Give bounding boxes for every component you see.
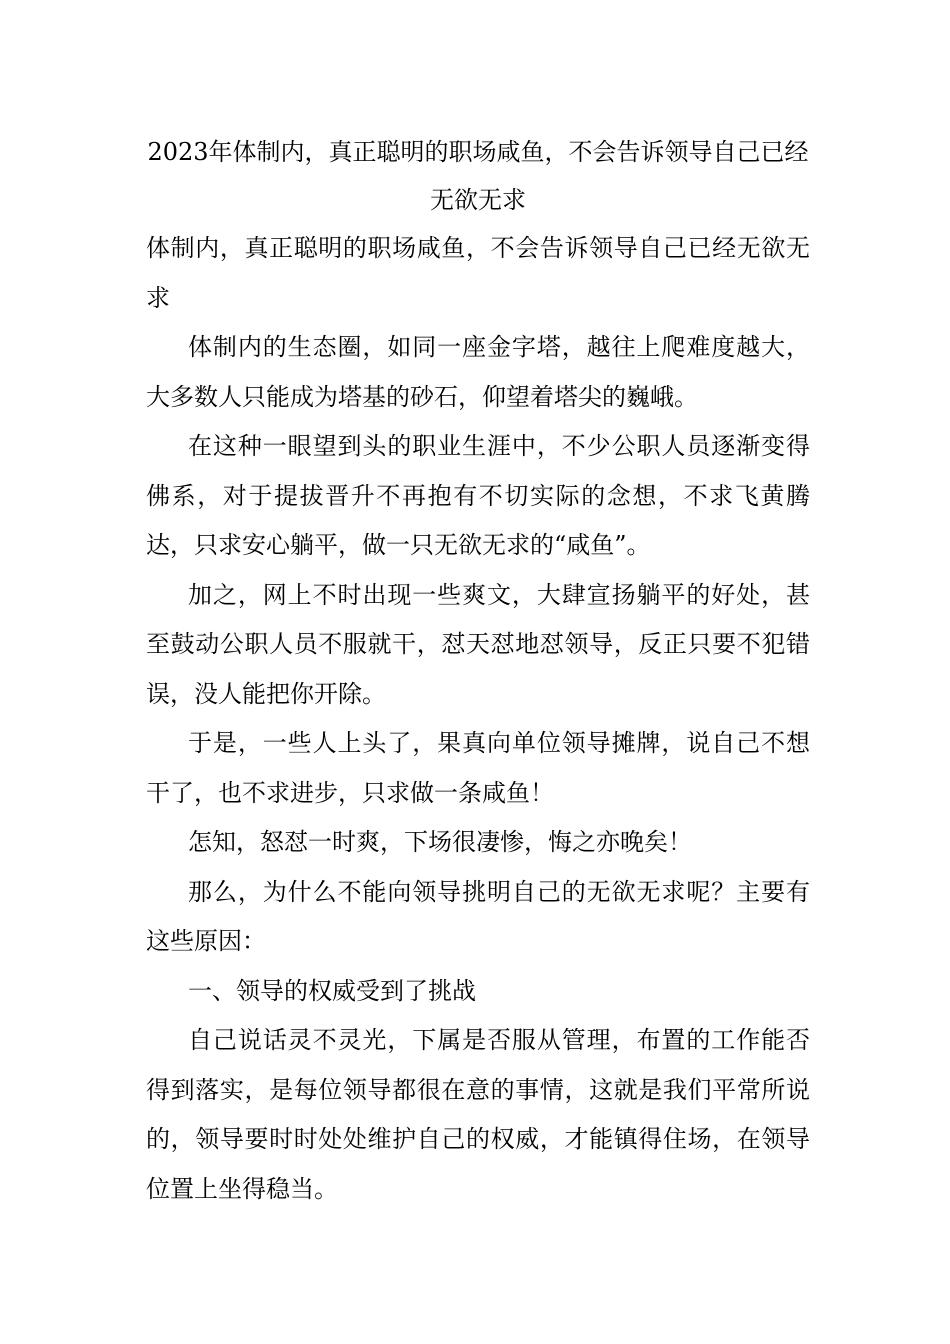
document-body <box>146 128 810 1214</box>
section-heading: 一、领导的权威受到了挑战 <box>188 976 476 1005</box>
document-title: 2023年体制内，真正聪明的职场咸鱼，不会告诉领导自己已经无欲无求 <box>147 138 809 214</box>
body-paragraph: 于是，一些人上头了，果真向单位领导摊牌，说自己不想干了，也不求进步，只求做一条咸鱼！ <box>146 729 810 807</box>
body-paragraph: 怎知，怒怼一时爽，下场很凄惨，悔之亦晚矣！ <box>188 828 692 856</box>
body-paragraph: 加之，网上不时出现一些爽文，大肆宣扬躺平的好处，甚至鼓动公职人员不服就干，怼天怼地怼领导，反正只要不犯错误，没人能把你开除。 <box>146 580 810 708</box>
subtitle-paragraph: 体制内，真正聪明的职场咸鱼，不会告诉领导自己已经无欲无求 <box>146 234 810 312</box>
body-paragraph: 自己说话灵不灵光，下属是否服从管理，布置的工作能否得到落实，是每位领导都很在意的事情，这就是我们平常所说的，领导要时时处处维护自己的权威，才能镇得住场，在领导位置上坐得稳当。 <box>146 1026 810 1203</box>
body-paragraph: 那么，为什么不能向领导挑明自己的无欲无求呢？主要有这些原因： <box>146 877 810 955</box>
body-paragraph: 体制内的生态圈，如同一座金字塔，越往上爬难度越大，大多数人只能成为塔基的砂石，仰望着塔尖的巍峨。 <box>146 333 810 411</box>
body-paragraph: 在这种一眼望到头的职业生涯中，不少公职人员逐渐变得佛系，对于提拔晋升不再抱有不切实际的念想，不求飞黄腾达，只求安心躺平，做一只无欲无求的“咸鱼”。 <box>146 432 810 559</box>
